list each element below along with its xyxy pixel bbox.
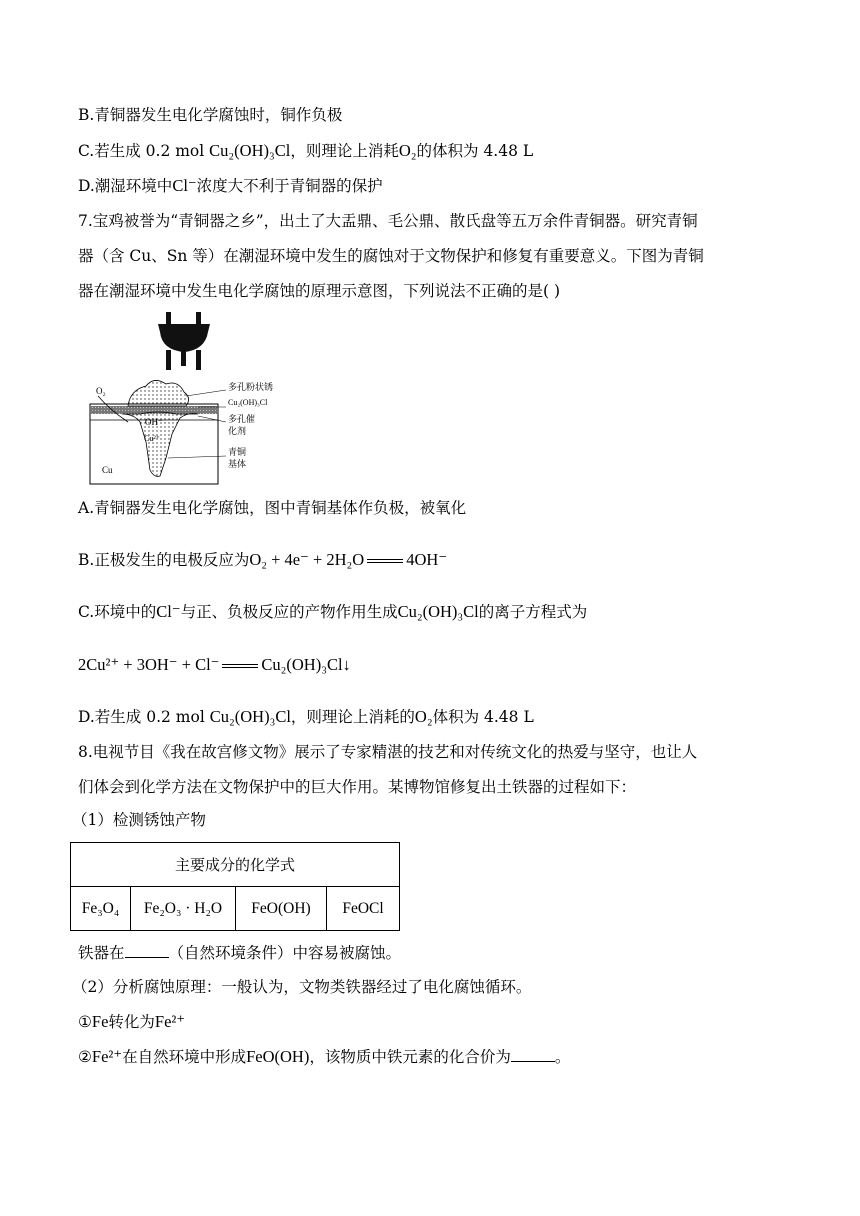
q6-option-d-prefix: D.潮湿环境中 (78, 177, 173, 195)
bronze-corrosion-figure (88, 310, 298, 488)
catalyst-label-1: 多孔催 (228, 415, 256, 425)
step-1-fe: Fe (91, 1012, 109, 1031)
q7-option-c-suffix: 的离子方程式为 (478, 603, 588, 621)
q7-option-b-eq-right: 4OH⁻ (406, 550, 448, 569)
q6-option-b-text: B.青铜器发生电化学腐蚀时，铜作负极 (78, 106, 343, 124)
step-1-ion: Fe²⁺ (154, 1012, 186, 1031)
q7-option-c-formula: Cu₂(OH)₃Cl (397, 602, 479, 621)
q7-option-c (78, 601, 587, 623)
q7-option-d-formula: Cu₂(OH)₃Cl (209, 707, 291, 726)
table-header-cell: 主要成分的化学式 (71, 843, 400, 887)
table-cell: FeOCl (327, 887, 400, 931)
equals-arrow-icon (367, 559, 403, 563)
q7-option-c-equation (78, 654, 351, 676)
q6-option-c-suffix: 的体积为 4.48 L (416, 142, 534, 160)
q8-stem-line-1 (78, 741, 697, 763)
rust-formula-label: Cu₂(OH)₃Cl (228, 398, 268, 407)
table-cell: Fe₂O₃ · H₂O (131, 887, 236, 931)
o2-label: O₂ (96, 386, 106, 396)
q8-part2-title (72, 976, 531, 998)
q7-stem-line-3 (78, 280, 560, 302)
q7-option-c-eq-right: Cu₂(OH)₃Cl↓ (261, 655, 351, 674)
q7-stem-line-2-text: 器（含 Cu、Sn 等）在潮湿环境中发生的腐蚀对于文物保护和修复有重要意义。下图为青铜 (78, 247, 704, 265)
ding-vessel-icon (158, 312, 210, 370)
step-2-number: ② (78, 1048, 92, 1066)
q6-option-c (78, 140, 533, 162)
table-cell: FeO(OH) (236, 887, 327, 931)
q7-option-d-suffix: 体积为 4.48 L (432, 708, 534, 726)
answer-blank[interactable] (125, 943, 169, 958)
step-2-formula: FeO(OH) (246, 1047, 310, 1066)
oh-label: OH⁻ (145, 417, 163, 427)
q7-option-a (78, 497, 466, 519)
q7-option-c-eq-left: 2Cu²⁺ + 3OH⁻ + Cl⁻ (78, 655, 220, 674)
bronze-label-1: 青铜 (228, 448, 247, 458)
rust-label: 多孔粉状锈 (228, 383, 274, 393)
q7-option-d (78, 706, 534, 728)
q7-option-b-prefix: B.正极发生的电极反应为 (78, 551, 250, 569)
step-2-suffix: ，该物质中铁元素的化合价为 (309, 1048, 511, 1066)
q7-stem-line-2 (78, 245, 704, 267)
q7-stem-line-1 (78, 210, 698, 232)
q7-option-a-text: A.青铜器发生电化学腐蚀，图中青铜基体作负极，被氧化 (78, 499, 467, 517)
q8-stem-line-2 (78, 776, 636, 798)
step-2-end: 。 (554, 1048, 571, 1066)
table-header-row (71, 843, 400, 887)
step-2-mid: 在自然环境中形成 (122, 1048, 247, 1066)
q8-part1-question (78, 942, 401, 964)
q8-part1-question-suffix: （自然环境条件）中容易被腐蚀。 (168, 944, 402, 962)
q7-option-c-ion: Cl⁻ (156, 602, 181, 621)
q8-step-2 (78, 1046, 570, 1068)
equals-arrow-icon (222, 664, 258, 668)
q8-stem-line-1-text: 8.电视节目《我在故宫修文物》展示了专家精湛的技艺和对传统文化的热爱与坚守，也让人 (78, 743, 698, 761)
q6-option-d-ion: Cl⁻ (172, 176, 197, 195)
q7-option-b (78, 549, 447, 571)
q8-step-1 (78, 1011, 185, 1033)
q7-stem-line-1-text: 7.宝鸡被誉为“青铜器之乡”，出土了大盂鼎、毛公鼎、散氏盘等五万余件青铜器。研究青铜 (78, 212, 698, 230)
q8-stem-line-2-text: 们体会到化学方法在文物保护中的巨大作用。某博物馆修复出土铁器的过程如下： (78, 778, 637, 796)
q6-option-b (78, 104, 342, 126)
q6-option-c-formula: Cu₂(OH)₃Cl (209, 141, 291, 160)
cu-label: Cu (102, 465, 113, 475)
q7-option-d-prefix: D.若生成 0.2 mol (78, 708, 210, 726)
table-row (71, 887, 400, 931)
q7-stem-line-3-text: 器在潮湿环境中发生电化学腐蚀的原理示意图，下列说法不正确的是( ) (78, 282, 561, 300)
q7-option-d-o2: O₂ (414, 707, 433, 726)
q6-option-d-suffix: 浓度大不利于青铜器的保护 (196, 177, 383, 195)
step-1-number: ① (78, 1013, 92, 1031)
q6-option-c-mid: ，则理论上消耗 (290, 142, 399, 160)
q8-part1-question-prefix: 铁器在 (78, 944, 125, 962)
q6-option-c-o2: O₂ (398, 141, 417, 160)
bronze-label-2: 基体 (228, 460, 247, 470)
q8-part1-title-text: （1）检测锈蚀产物 (72, 811, 206, 829)
table-cell: Fe₃O₄ (71, 887, 131, 931)
q8-part2-title-text: （2）分析腐蚀原理：一般认为，文物类铁器经过了电化腐蚀循环。 (72, 978, 532, 996)
bronze-corrosion-diagram (88, 310, 298, 488)
answer-blank[interactable] (511, 1047, 555, 1062)
q7-option-d-mid: ，则理论上消耗的 (290, 708, 415, 726)
q7-option-c-prefix: C.环境中的 (78, 603, 157, 621)
q7-option-c-mid: 与正、负极反应的产物作用生成 (180, 603, 398, 621)
cu2-label: Cu²⁺ (144, 434, 160, 443)
step-2-ion: Fe²⁺ (91, 1047, 123, 1066)
step-1-mid: 转化为 (108, 1013, 155, 1031)
catalyst-label-2: 化剂 (228, 427, 247, 437)
q6-option-d (78, 175, 383, 197)
rust-products-table (70, 842, 400, 931)
q6-option-c-prefix: C.若生成 0.2 mol (78, 142, 210, 160)
q8-part1-title (72, 809, 206, 831)
q7-option-b-eq-left: O₂ + 4e⁻ + 2H₂O (249, 550, 365, 569)
